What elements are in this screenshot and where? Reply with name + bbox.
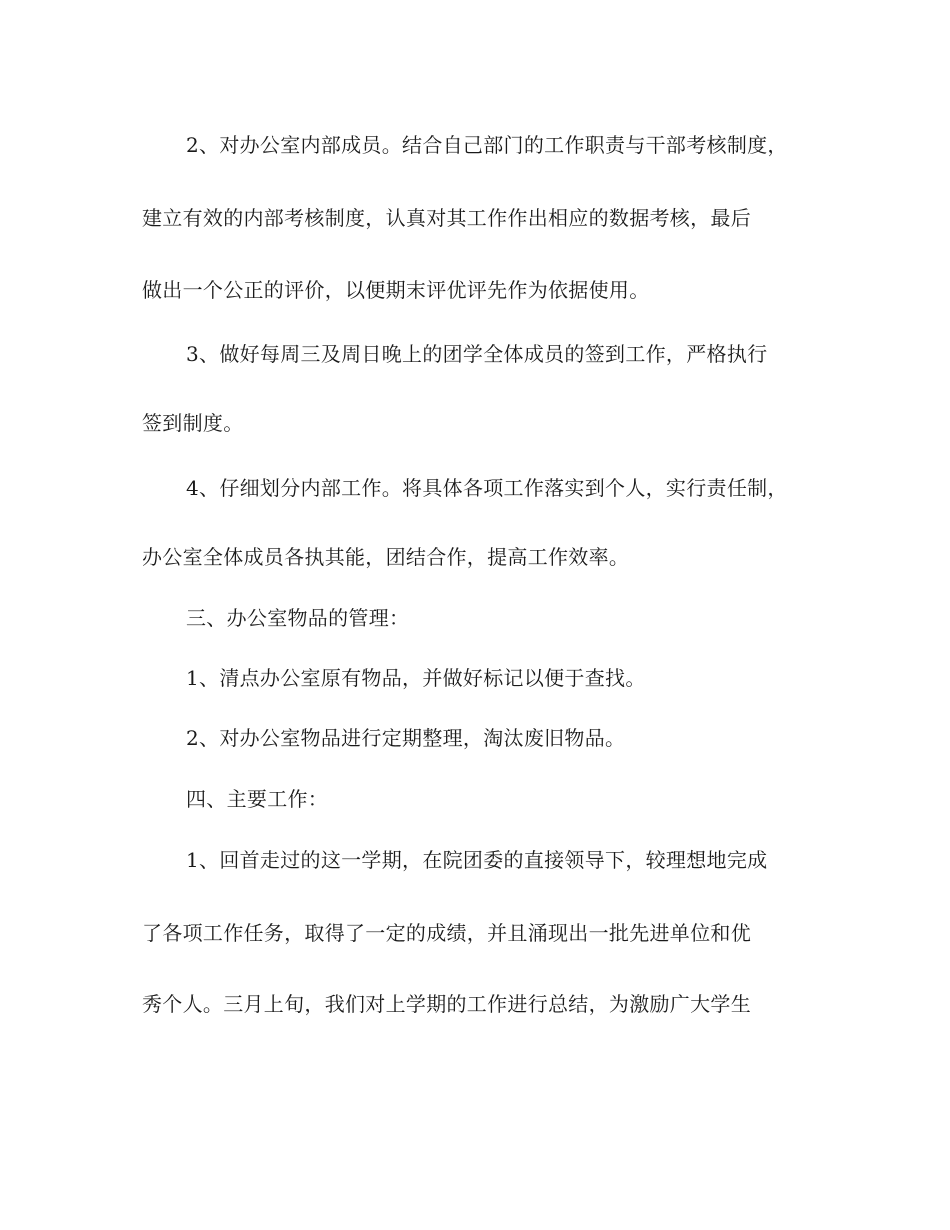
text-line: 办公室全体成员各执其能，团结合作，提高工作效率。 xyxy=(142,545,630,569)
text-line: 1、清点办公室原有物品，并做好标记以便于查找。 xyxy=(186,666,646,690)
text-line: 建立有效的内部考核制度，认真对其工作作出相应的数据考核，最后 xyxy=(142,206,751,230)
text-line: 做出一个公正的评价，以便期末评优评先作为依据使用。 xyxy=(142,278,650,302)
section-heading: 三、办公室物品的管理： xyxy=(186,606,410,630)
text-line: 2、对办公室内部成员。结合自己部门的工作职责与干部考核制度， xyxy=(186,133,788,157)
text-line: 4、仔细划分内部工作。将具体各项工作落实到个人，实行责任制， xyxy=(186,476,788,500)
text-line: 2、对办公室物品进行定期整理，淘汰废旧物品。 xyxy=(186,726,626,750)
text-line: 签到制度。 xyxy=(142,411,244,435)
text-line: 了各项工作任务，取得了一定的成绩，并且涌现出一批先进单位和优 xyxy=(142,921,751,945)
text-line: 3、做好每周三及周日晚上的团学全体成员的签到工作，严格执行 xyxy=(186,342,768,366)
section-heading: 四、主要工作： xyxy=(186,787,329,811)
text-line: 1、回首走过的这一学期，在院团委的直接领导下，较理想地完成 xyxy=(186,848,768,872)
text-line: 秀个人。三月上旬，我们对上学期的工作进行总结，为激励广大学生 xyxy=(142,992,751,1016)
